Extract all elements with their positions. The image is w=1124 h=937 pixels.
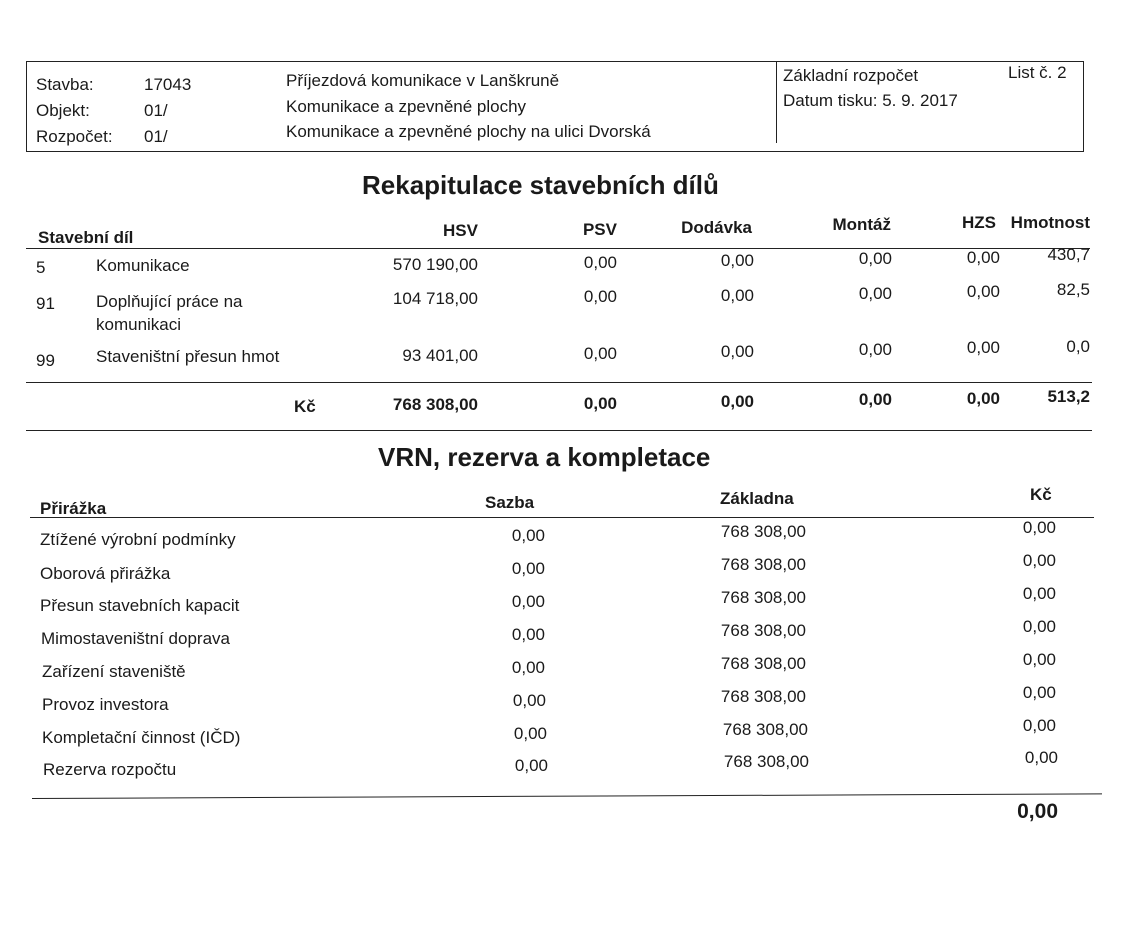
row-montaz: 0,00 bbox=[858, 249, 892, 268]
vrn-row-name: Rezerva rozpočtu bbox=[43, 760, 177, 779]
col-zakladna: Základna bbox=[720, 489, 794, 508]
row-psv: 0,00 bbox=[583, 344, 617, 363]
vrn-row-sazba: 0,00 bbox=[512, 691, 546, 710]
rozpocet-name: Komunikace a zpevněné plochy na ulici Dvorská bbox=[286, 122, 651, 141]
row-hmotnost: 430,7 bbox=[1047, 245, 1090, 264]
col-dodavka: Dodávka bbox=[681, 218, 752, 237]
header-divider bbox=[776, 61, 777, 143]
row-code: 99 bbox=[36, 351, 55, 370]
col-montaz: Montáž bbox=[832, 215, 891, 234]
budget-type: Základní rozpočet bbox=[783, 66, 919, 85]
total-psv: 0,00 bbox=[583, 394, 617, 413]
row-name: Staveništní přesun hmot bbox=[96, 347, 280, 366]
total-hmotnost: 513,2 bbox=[1047, 387, 1090, 406]
vrn-row-sazba: 0,00 bbox=[511, 592, 545, 611]
recap-total-rule-top bbox=[26, 382, 1092, 383]
row-hmotnost: 0,0 bbox=[1066, 337, 1090, 356]
col-sazba: Sazba bbox=[485, 493, 535, 512]
row-name-line2: komunikaci bbox=[96, 315, 182, 334]
col-prirazka: Přirážka bbox=[40, 499, 107, 518]
col-hzs: HZS bbox=[962, 213, 996, 232]
objekt-label: Objekt: bbox=[36, 101, 90, 120]
objekt-code: 01/ bbox=[144, 101, 168, 120]
row-montaz: 0,00 bbox=[858, 340, 892, 359]
stavba-label: Stavba: bbox=[36, 75, 94, 94]
vrn-row-sazba: 0,00 bbox=[511, 526, 545, 545]
total-dodavka: 0,00 bbox=[720, 392, 754, 411]
row-name: Komunikace bbox=[96, 256, 190, 275]
rozpocet-code: 01/ bbox=[144, 127, 168, 146]
col-psv: PSV bbox=[582, 220, 617, 239]
row-code: 5 bbox=[36, 258, 46, 277]
row-hzs: 0,00 bbox=[966, 338, 1000, 357]
vrn-title: VRN, rezerva a kompletace bbox=[378, 442, 711, 472]
vrn-row-name: Oborová přirážka bbox=[40, 564, 171, 583]
vrn-row-zakladna: 768 308,00 bbox=[720, 654, 806, 673]
col-stavebni-dil: Stavební díl bbox=[38, 228, 134, 247]
col-kc: Kč bbox=[1030, 485, 1052, 504]
vrn-total: 0,00 bbox=[1017, 800, 1058, 823]
total-label: Kč bbox=[294, 397, 316, 416]
row-hmotnost: 82,5 bbox=[1056, 280, 1090, 299]
vrn-total-rule bbox=[32, 793, 1102, 799]
vrn-row-zakladna: 768 308,00 bbox=[720, 687, 806, 706]
row-hzs: 0,00 bbox=[966, 282, 1000, 301]
vrn-row-kc: 0,00 bbox=[1022, 518, 1056, 537]
row-hsv: 570 190,00 bbox=[392, 255, 478, 274]
vrn-header-rule bbox=[30, 517, 1094, 518]
rozpocet-label: Rozpočet: bbox=[36, 127, 113, 146]
recap-title: Rekapitulace stavebních dílů bbox=[362, 170, 719, 200]
row-dodavka: 0,00 bbox=[720, 342, 754, 361]
vrn-row-sazba: 0,00 bbox=[514, 756, 548, 775]
vrn-row-zakladna: 768 308,00 bbox=[720, 621, 806, 640]
row-psv: 0,00 bbox=[583, 253, 617, 272]
vrn-row-zakladna: 768 308,00 bbox=[720, 555, 806, 574]
vrn-row-kc: 0,00 bbox=[1024, 748, 1058, 767]
row-hzs: 0,00 bbox=[966, 248, 1000, 267]
col-hmotnost: Hmotnost bbox=[1010, 213, 1090, 232]
vrn-row-kc: 0,00 bbox=[1022, 551, 1056, 570]
print-date: Datum tisku: 5. 9. 2017 bbox=[783, 91, 958, 110]
total-montaz: 0,00 bbox=[858, 390, 892, 409]
row-hsv: 104 718,00 bbox=[392, 289, 478, 308]
row-name: Doplňující práce na bbox=[96, 292, 243, 311]
vrn-row-kc: 0,00 bbox=[1022, 650, 1056, 669]
recap-total-rule-bottom bbox=[26, 430, 1092, 431]
vrn-row-name: Zařízení staveniště bbox=[42, 662, 186, 681]
vrn-row-kc: 0,00 bbox=[1022, 584, 1056, 603]
vrn-row-sazba: 0,00 bbox=[511, 559, 545, 578]
vrn-row-name: Přesun stavebních kapacit bbox=[40, 596, 240, 615]
row-dodavka: 0,00 bbox=[720, 251, 754, 270]
vrn-row-name: Provoz investora bbox=[42, 695, 169, 714]
vrn-row-sazba: 0,00 bbox=[511, 625, 545, 644]
vrn-row-zakladna: 768 308,00 bbox=[720, 522, 806, 541]
vrn-row-name: Ztížené výrobní podmínky bbox=[40, 530, 236, 549]
stavba-code: 17043 bbox=[144, 75, 192, 94]
total-hsv: 768 308,00 bbox=[392, 395, 478, 414]
total-hzs: 0,00 bbox=[966, 389, 1000, 408]
sheet-number: List č. 2 bbox=[1008, 63, 1067, 82]
vrn-row-zakladna: 768 308,00 bbox=[720, 588, 806, 607]
vrn-row-sazba: 0,00 bbox=[513, 724, 547, 743]
vrn-row-sazba: 0,00 bbox=[511, 658, 545, 677]
vrn-row-kc: 0,00 bbox=[1022, 617, 1056, 636]
row-hsv: 93 401,00 bbox=[402, 346, 478, 365]
vrn-row-kc: 0,00 bbox=[1022, 716, 1056, 735]
vrn-row-kc: 0,00 bbox=[1022, 683, 1056, 702]
col-hsv: HSV bbox=[443, 221, 478, 240]
stavba-name: Příjezdová komunikace v Lanškruně bbox=[286, 71, 560, 90]
row-dodavka: 0,00 bbox=[720, 286, 754, 305]
row-psv: 0,00 bbox=[583, 287, 617, 306]
row-code: 91 bbox=[36, 294, 55, 313]
vrn-row-name: Mimostaveništní doprava bbox=[41, 629, 230, 648]
objekt-name: Komunikace a zpevněné plochy bbox=[286, 97, 527, 116]
vrn-row-name: Kompletační činnost (IČD) bbox=[42, 728, 241, 747]
vrn-row-zakladna: 768 308,00 bbox=[722, 720, 808, 739]
vrn-row-zakladna: 768 308,00 bbox=[723, 752, 809, 771]
row-montaz: 0,00 bbox=[858, 284, 892, 303]
